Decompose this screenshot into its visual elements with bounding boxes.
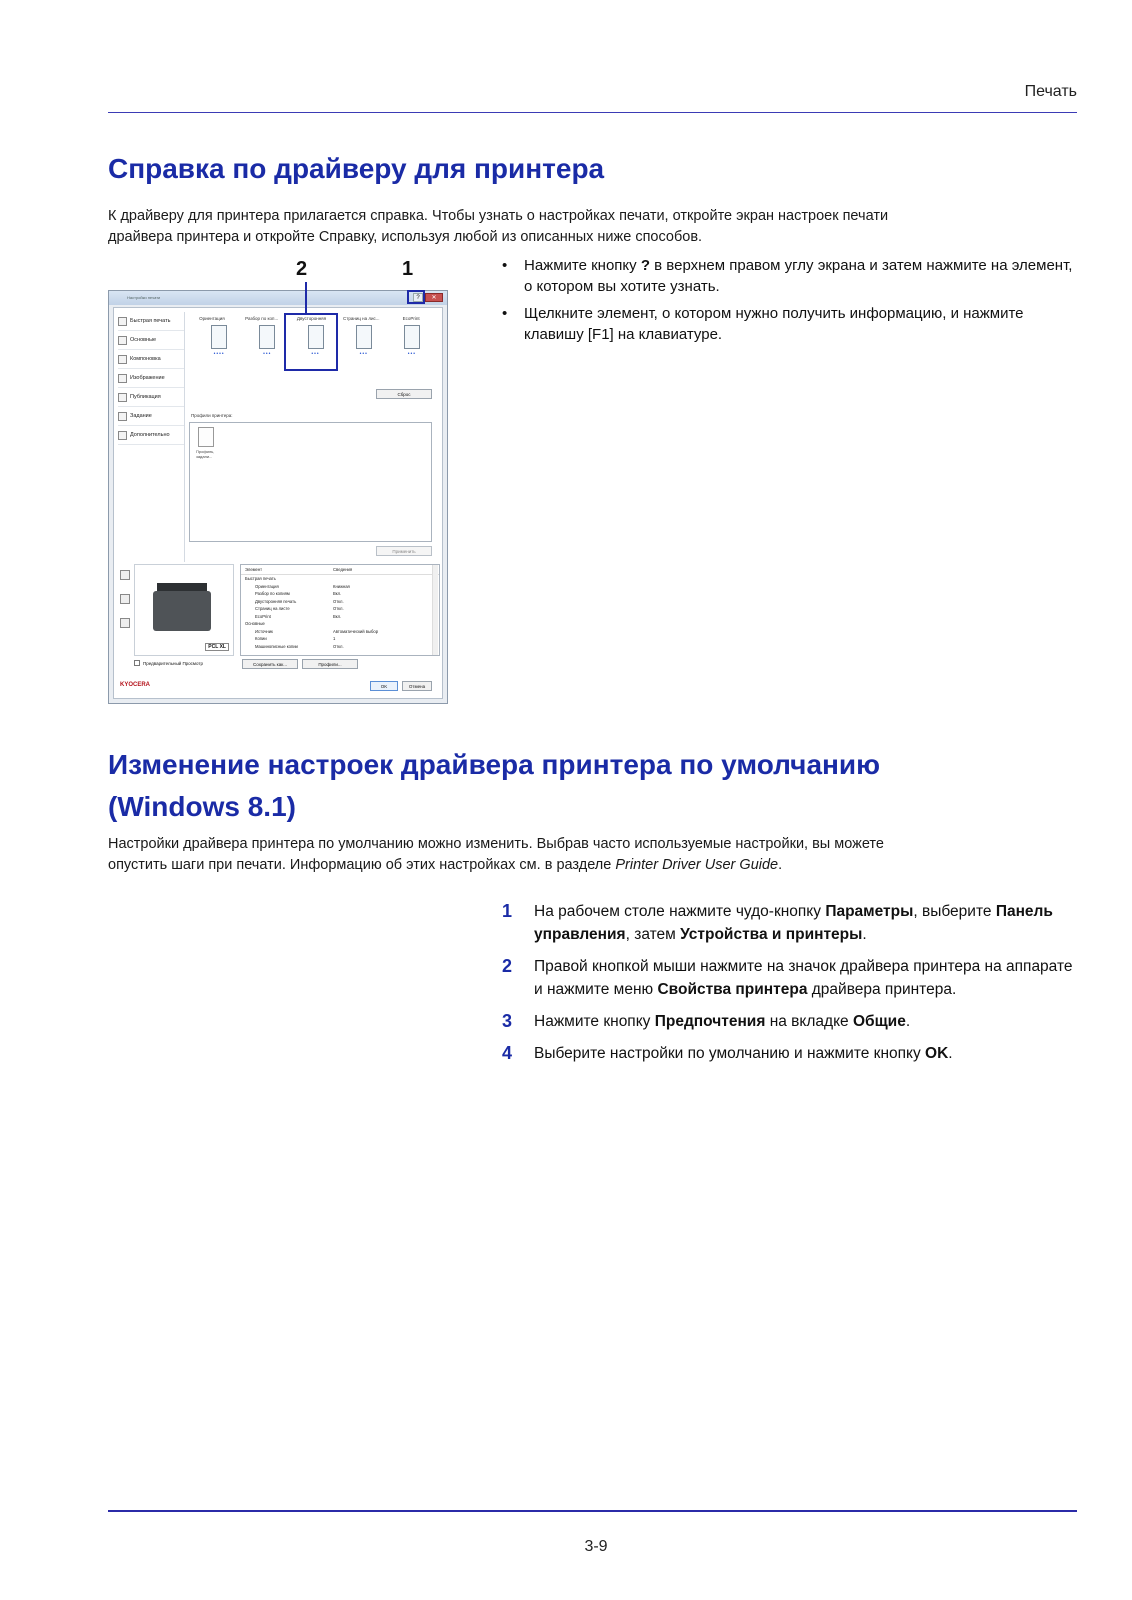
color-small-icon[interactable] [120, 618, 130, 628]
profile-caption: Профиль, задани... [196, 449, 215, 459]
document-small-icon[interactable] [120, 594, 130, 604]
summary-side-icons [120, 570, 130, 642]
ecoprint-icon [404, 325, 420, 349]
help-button[interactable]: ? [413, 293, 423, 302]
close-button[interactable]: ✕ [425, 293, 443, 302]
running-header: Печать [1024, 83, 1077, 100]
imaging-icon [118, 374, 127, 383]
page-number: 3-9 [584, 1538, 608, 1555]
job-icon [118, 412, 127, 421]
step-number: 2 [502, 956, 513, 976]
steps-list [500, 900, 1080, 1074]
step-number: 3 [502, 1011, 513, 1031]
quick-print-icon [118, 317, 127, 326]
step-2: 2 Правой кнопкой мыши нажмите на значок драйвера принтера на аппарате и нажмите меню Свойства принтера драйвера принтера. [502, 956, 1073, 998]
grid-row: EcoPrint Вкл. [255, 613, 342, 619]
group-duplex: Двусторонняя [296, 316, 327, 321]
section2-intro-line2: опустить шаги при печати. Информацию об этих настройках см. в разделе Printer Driver User Guide. [108, 857, 783, 873]
dialog-titlebar: Настройки печати [109, 291, 447, 305]
grid-row: Двусторонняя печать Откл. [255, 598, 344, 604]
printer-preview [134, 564, 234, 656]
profiles-label: Профили принтера: [191, 413, 233, 418]
callout-number-2: 2 [296, 258, 308, 280]
profiles-button[interactable]: Профили... [302, 659, 358, 669]
portrait-icon [211, 325, 227, 349]
ecoprint-tile[interactable]: ••• [388, 325, 436, 357]
sidebar-item-quick-print[interactable]: Быстрая печать [118, 312, 184, 331]
step-1: 1 На рабочем столе нажмите чудо-кнопку Параметры, выберите Панель управления, затем Устройства и принтеры. [502, 901, 1053, 943]
section2-intro [108, 834, 1048, 876]
callout-number-1: 1 [402, 258, 414, 280]
pcl-badge: PCL XL [205, 643, 229, 651]
advanced-icon [118, 431, 127, 440]
group-orientation: Ориентация [199, 316, 225, 321]
duplex-tile[interactable]: ••• [291, 325, 339, 357]
printer-image [153, 591, 211, 631]
grid-row: Ориентация Книжная [255, 583, 350, 589]
publishing-icon [118, 393, 127, 402]
callout-line-2 [305, 282, 307, 314]
driver-dialog-screenshot [108, 290, 448, 704]
grid-row: Источник Автоматический выбор [255, 628, 379, 634]
section2-intro-line1: Настройки драйвера принтера по умолчанию можно изменить. Выбрав часто используемые настройки, вы можете [108, 836, 884, 852]
sidebar [118, 312, 184, 445]
grid-row: Страниц на листе Откл. [255, 606, 344, 611]
sidebar-item-advanced[interactable]: Дополнительно [118, 426, 184, 445]
guide-reference: Printer Driver User Guide [615, 857, 779, 873]
profile-document-icon[interactable] [198, 427, 214, 447]
dialog-body [113, 307, 443, 699]
pages-per-sheet-tile[interactable]: ••• [340, 325, 388, 357]
grid-row: Быстрая печать [245, 576, 276, 581]
step-number: 1 [502, 901, 513, 921]
grid-header: Элемент Сведения [241, 565, 439, 575]
profiles-list[interactable] [189, 422, 432, 542]
save-as-button[interactable]: Сохранить как... [242, 659, 298, 669]
apply-button[interactable]: Применить [376, 546, 432, 556]
layout-icon [118, 355, 127, 364]
printer-small-icon[interactable] [120, 570, 130, 580]
step-4: 4 Выберите настройки по умолчанию и нажмите кнопку OK. [502, 1043, 953, 1063]
basic-icon [118, 336, 127, 345]
footer-rule [108, 1510, 1077, 1512]
orientation-tile[interactable]: •••• [195, 325, 243, 357]
grid-row: Копии 1 [255, 636, 336, 641]
sidebar-item-layout[interactable]: Компоновка [118, 350, 184, 369]
section1-intro [108, 206, 1048, 248]
collate-tile[interactable]: ••• [243, 325, 291, 357]
grid-row: Основные [245, 621, 265, 626]
reset-button[interactable]: Сброс [376, 389, 432, 399]
group-ecoprint: EcoPrint [402, 316, 420, 321]
grid-row: Разбор по копиям Вкл. [255, 591, 342, 596]
sidebar-item-imaging[interactable]: Изображение [118, 369, 184, 388]
step-number: 4 [502, 1043, 513, 1063]
settings-summary-grid [240, 564, 440, 656]
grid-scrollbar[interactable] [432, 565, 438, 655]
group-collate: Разбор по коп... [245, 316, 279, 321]
header-rule [108, 112, 1077, 113]
sidebar-item-job[interactable]: Задание [118, 407, 184, 426]
section1-intro-line2: драйвера принтера и откройте Справку, используя любой из описанных ниже способов. [108, 229, 703, 245]
collate-icon [259, 325, 275, 349]
step-3: 3 Нажмите кнопку Предпочтения на вкладке Общие. [502, 1011, 911, 1031]
ok-button[interactable]: OK [370, 681, 398, 691]
help-button-highlight [407, 290, 425, 304]
section1-intro-line1: К драйверу для принтера прилагается справка. Чтобы узнать о настройках печати, откройте экран настроек печати [108, 208, 889, 224]
pages-per-sheet-icon [356, 325, 372, 349]
grid-row: Машинописные копии Откл. [255, 643, 344, 649]
help-methods-list [500, 255, 1080, 351]
bullet-help-button: • Нажмите кнопку ? в верхнем правом углу экрана и затем нажмите на элемент, о котором вы хотите узнать. [500, 255, 1080, 297]
section-title-defaults: Изменение настроек драйвера принтера по умолчанию (Windows 8.1) [108, 749, 881, 822]
preview-checkbox[interactable]: Предварительный Просмотр [134, 660, 203, 666]
checkbox-icon[interactable] [134, 660, 140, 666]
kyocera-logo: KYOCERA [120, 682, 151, 688]
section-title-help: Справка по драйверу для принтера [108, 153, 605, 184]
duplex-highlight [284, 313, 338, 371]
sidebar-item-publishing[interactable]: Публикация [118, 388, 184, 407]
cancel-button[interactable]: Отмена [402, 681, 432, 691]
sidebar-item-basic[interactable]: Основные [118, 331, 184, 350]
bullet-f1-key: • Щелкните элемент, о котором нужно получить информацию, и нажмите клавишу [F1] на клавиатуре. [500, 303, 1080, 345]
group-pages-per-sheet: Страниц на лис... [343, 316, 380, 321]
